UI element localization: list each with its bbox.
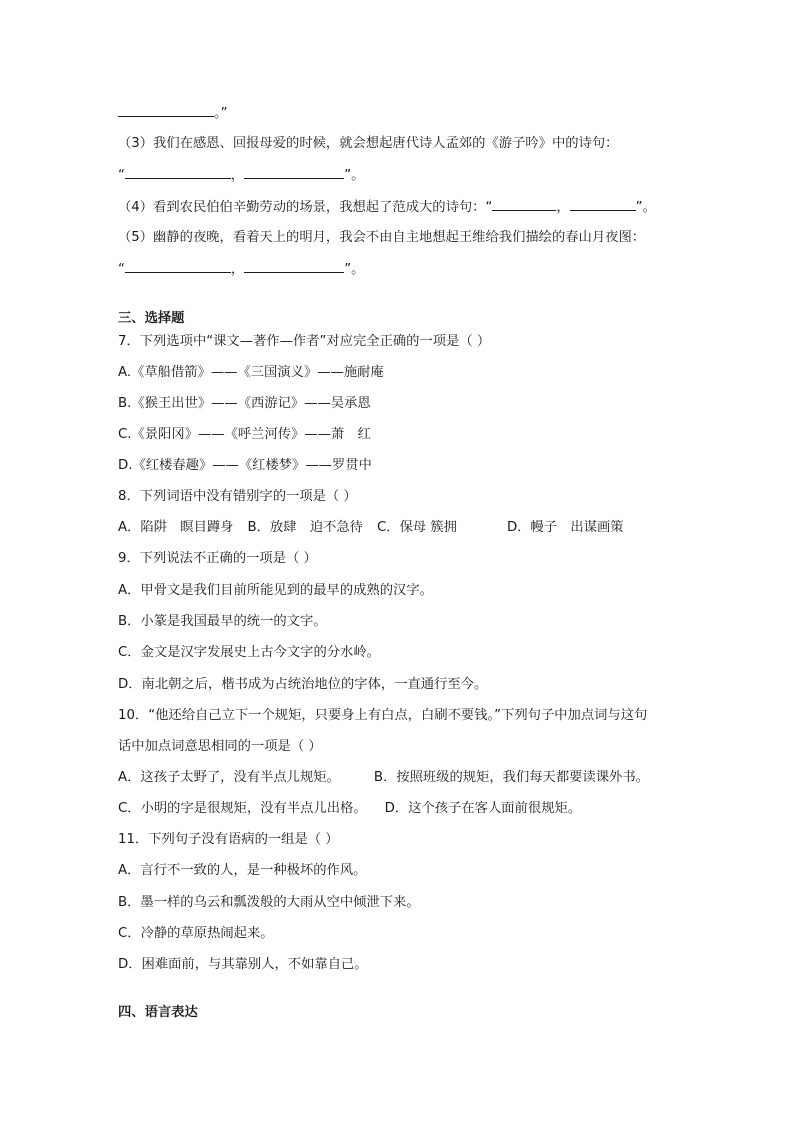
answer-blank[interactable] — [118, 104, 214, 117]
q10-stem-line1: 10．“他还给自己立下一个规矩，只要身上有白点，白刷不要钱。”下列句子中加点词与这句 — [118, 708, 648, 723]
answer-blank[interactable] — [570, 198, 636, 211]
q10-options-cd — [118, 800, 581, 818]
q5-text — [118, 229, 645, 247]
q3-text — [118, 135, 618, 153]
q4-line — [118, 198, 656, 217]
q11-stem: 11．下列句子没有语病的一组是（ ） — [118, 832, 339, 847]
q8-option-b: B．放肆 迫不急待 — [247, 520, 363, 535]
q3-blanks — [118, 166, 364, 185]
q10-stem-line2: 话中加点词意思相同的一项是（ ） — [118, 739, 322, 754]
q7-option-a: A.《草船借箭》——《三国演义》——施耐庵 — [118, 365, 384, 380]
q9-stem: 9．下列说法不正确的一项是（ ） — [118, 551, 317, 566]
q8-option-d: D．幔子 出谋画策 — [506, 520, 624, 535]
q9-option-c: C．金文是汉字发展史上古今文字的分水岭。 — [118, 645, 380, 660]
q8-options — [118, 519, 624, 537]
punctuation: ， — [230, 168, 245, 183]
punctuation: 。” — [214, 106, 228, 121]
answer-blank[interactable] — [492, 198, 556, 211]
answer-blank[interactable] — [244, 260, 344, 273]
question-text: （3）我们在感恩、回报母爱的时候，就会想起唐代诗人孟郊的《游子吟》中的诗句： — [118, 136, 619, 151]
q11-option-a: A．言行不一致的人，是一种极坏的作风。 — [118, 863, 367, 878]
q10-option-b: B．按照班级的规矩，我们每天都要读课外书。 — [373, 770, 649, 785]
q9-option-b: B．小篆是我国最早的统一的文字。 — [118, 614, 327, 629]
punctuation: ， — [230, 262, 245, 277]
punctuation: ， — [556, 200, 570, 215]
section-heading: 三、选择题 — [118, 311, 185, 326]
answer-blank[interactable] — [244, 166, 344, 179]
q10-options-ab — [118, 769, 649, 787]
q8-option-a: A．陷阱 瞑目蹲身 — [118, 520, 234, 535]
question-text: （4）看到农民伯伯辛勤劳动的场景，我想起了范成大的诗句：“ — [118, 200, 493, 215]
q10-option-d: D．这个孩子在客人面前很规矩。 — [384, 801, 582, 816]
q7-stem: 7．下列选项中“课文—著作—作者”对应完全正确的一项是（ ） — [118, 334, 491, 349]
q8-option-c: C．保母 簇拥 — [376, 520, 457, 535]
q10-option-c: C．小明的字是很规矩，没有半点儿出格。 — [118, 801, 367, 816]
q7-option-c: C.《景阳冈》——《呼兰河传》——萧 红 — [118, 427, 371, 442]
q10-option-a: A．这孩子太野了，没有半点儿规矩。 — [118, 770, 340, 785]
section-heading: 四、语言表达 — [118, 1005, 198, 1020]
punctuation: “ — [118, 168, 125, 183]
punctuation: ”。 — [344, 168, 365, 183]
q8-stem: 8．下列词语中没有错别字的一项是（ ） — [118, 489, 357, 504]
q11-option-b: B．墨一样的乌云和瓢泼般的大雨从空中倾泄下来。 — [118, 895, 420, 910]
q7-option-b: B.《猴王出世》——《西游记》——吴承恩 — [118, 396, 371, 411]
answer-blank[interactable] — [125, 166, 231, 179]
q5-blanks — [118, 260, 364, 279]
punctuation: ”。 — [344, 262, 365, 277]
q9-option-d: D．南北朝之后，楷书成为占统治地位的字体，一直通行至今。 — [118, 677, 488, 692]
q7-option-d: D.《红楼春趣》——《红楼梦》——罗贯中 — [118, 458, 372, 473]
q11-option-d: D．困难面前，与其靠别人，不如靠自己。 — [118, 957, 368, 972]
punctuation: ”。 — [635, 200, 656, 215]
punctuation: “ — [118, 262, 125, 277]
answer-blank[interactable] — [125, 260, 231, 273]
q2-tail-line — [118, 104, 228, 123]
q9-option-a: A．甲骨文是我们目前所能见到的最早的成熟的汉字。 — [118, 583, 433, 598]
q11-option-c: C．冷静的草原热闹起来。 — [118, 926, 274, 941]
question-text: （5）幽静的夜晚，看着天上的明月，我会不由自主地想起王维给我们描绘的春山月夜图： — [118, 230, 646, 245]
